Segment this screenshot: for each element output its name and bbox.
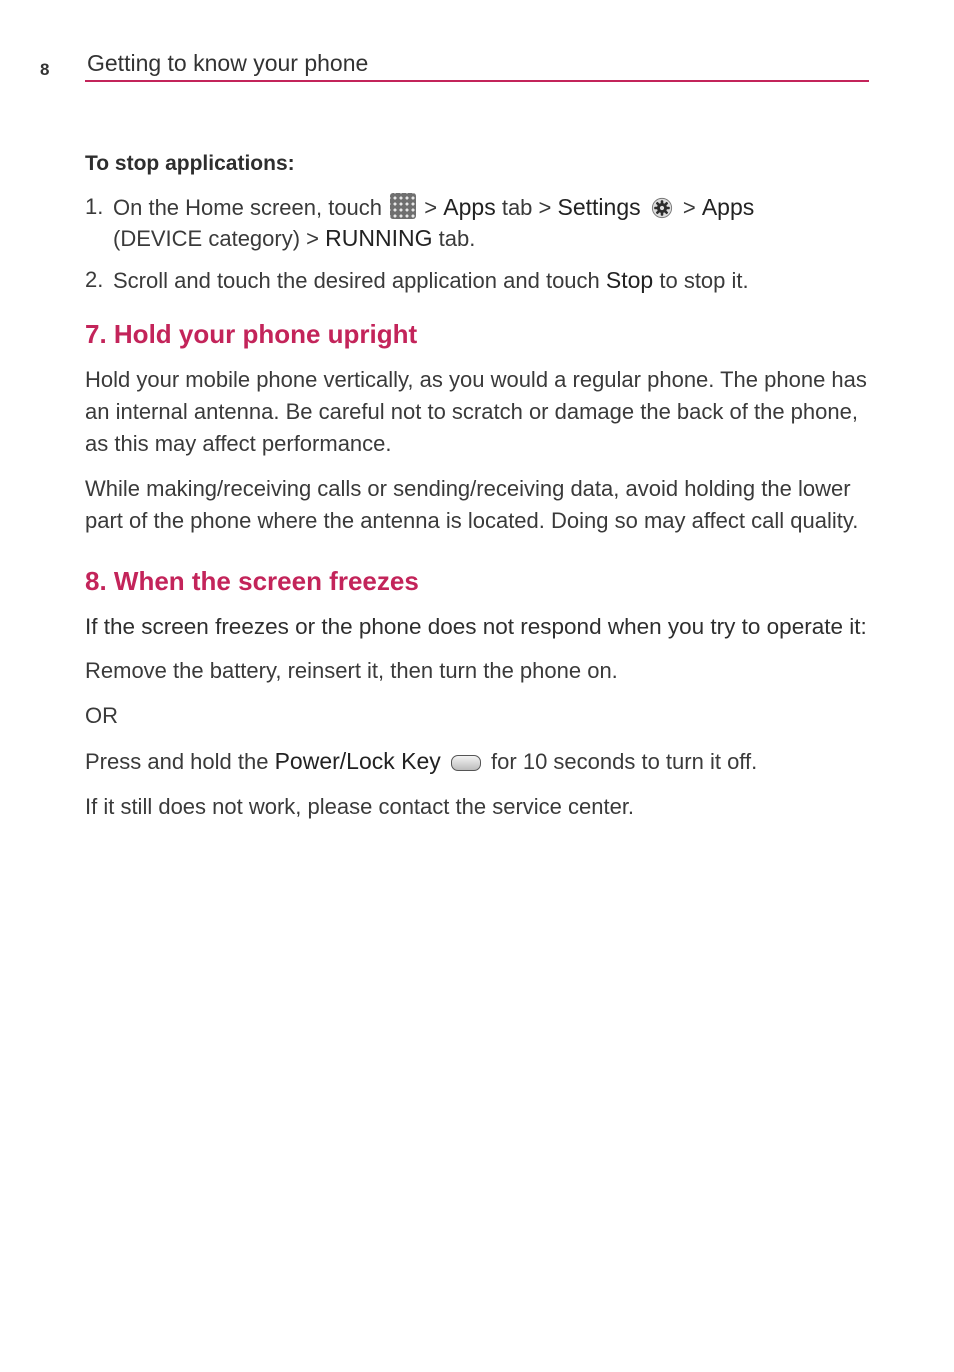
section-8-paragraph-3: If it still does not work, please contact the service center. <box>85 794 635 819</box>
power-lock-key-icon <box>451 755 481 771</box>
paragraph-text: for 10 seconds to turn it off. <box>491 749 758 774</box>
section-7-title: 7. Hold your phone upright <box>85 319 418 349</box>
stop-apps-heading: To stop applications: <box>85 152 295 175</box>
paragraph-text: Press and hold the <box>85 749 269 774</box>
step-text: tab > <box>501 195 552 220</box>
ui-settings-label: Settings <box>557 194 641 220</box>
apps-grid-icon <box>390 193 416 219</box>
section-7-paragraph-1: Hold your mobile phone vertically, as you would a regular phone. The phone has an internal antenna. Be careful not to scratch or damage the back of the phone, as this may affect performance. <box>85 367 867 456</box>
step-text: tab. <box>438 226 476 251</box>
step-number: 2. <box>85 267 104 292</box>
section-8-title: 8. When the screen freezes <box>85 566 419 596</box>
step-number: 1. <box>85 194 104 219</box>
step-text: to stop it. <box>659 268 749 293</box>
step-text: > <box>424 195 438 220</box>
ui-stop-label: Stop <box>605 267 654 293</box>
ui-power-lock-key-label: Power/Lock Key <box>274 748 441 774</box>
step-text: On the Home screen, touch <box>113 195 383 220</box>
gear-icon <box>651 197 673 219</box>
section-7-paragraph-2: While making/receiving calls or sending/receiving data, avoid holding the lower part of the phone where the antenna is located. Doing so may affect call quality. <box>85 476 859 533</box>
section-8-paragraph-2 <box>85 745 875 778</box>
step-text: (DEVICE category) > <box>113 226 320 251</box>
stop-apps-steps <box>85 192 875 296</box>
section-8-paragraph-1: Remove the battery, reinsert it, then turn the phone on. <box>85 658 618 683</box>
step-2 <box>85 265 875 296</box>
page-number: 8 <box>40 60 50 79</box>
step-text: > <box>682 195 696 220</box>
step-text: Scroll and touch the desired application and touch <box>113 268 600 293</box>
section-8-lead: If the screen freezes or the phone does not respond when you try to operate it: <box>85 614 867 639</box>
ui-apps-label: Apps <box>701 194 755 220</box>
header-rule <box>85 80 869 82</box>
step-1 <box>85 192 875 254</box>
running-header: Getting to know your phone <box>87 50 369 76</box>
section-8-or: OR <box>85 703 118 728</box>
page-content <box>85 148 875 836</box>
ui-apps-label: Apps <box>443 194 496 220</box>
ui-running-label: RUNNING <box>325 225 433 251</box>
